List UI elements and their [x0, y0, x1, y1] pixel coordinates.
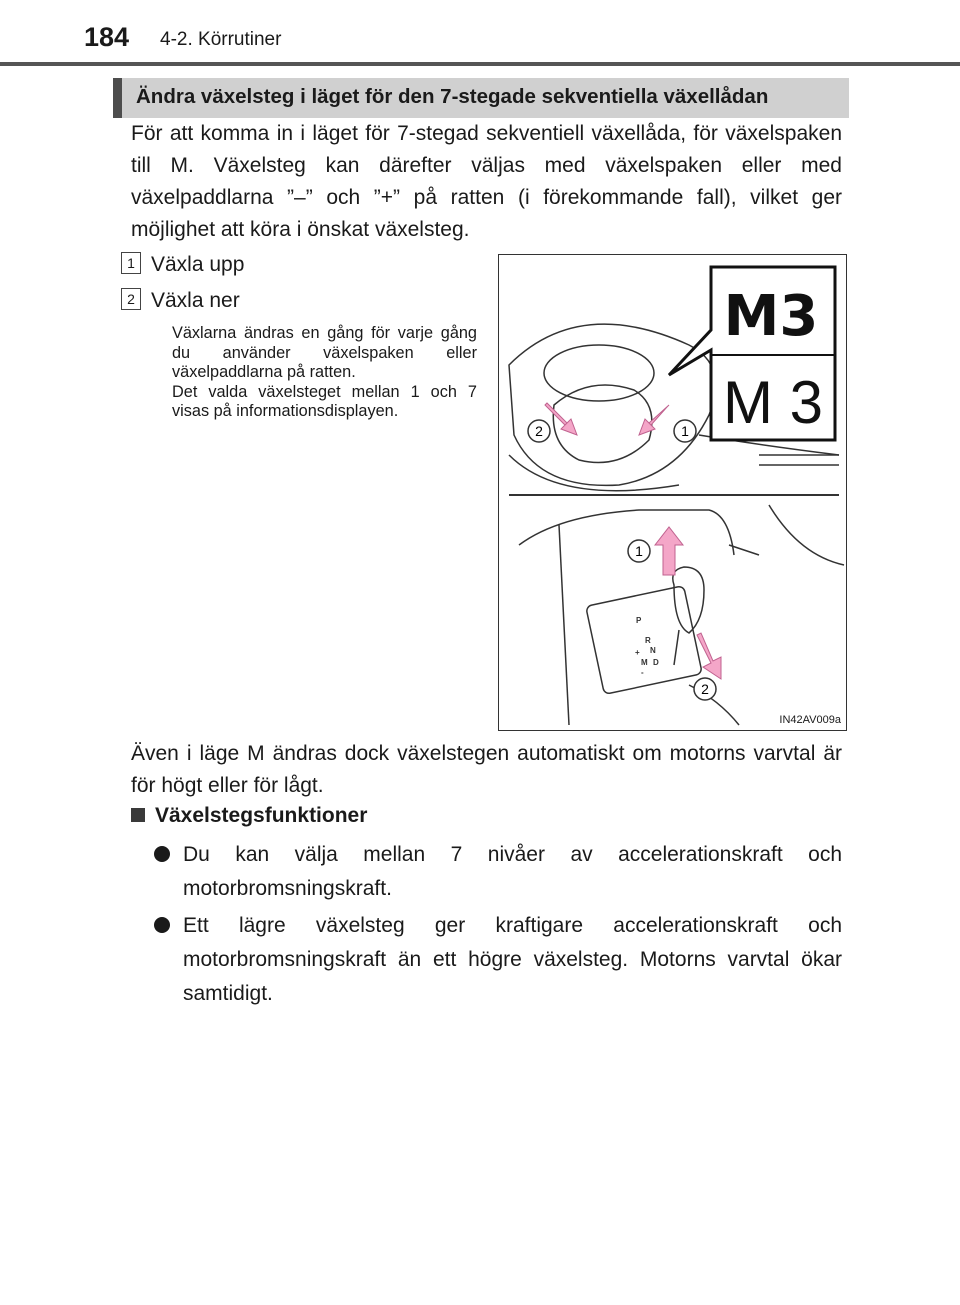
square-bullet-icon	[131, 808, 145, 822]
step-2	[121, 289, 240, 313]
section-title-bar	[113, 78, 849, 118]
callout-1-top: 1	[681, 423, 689, 439]
gate-label-R: R	[645, 636, 651, 645]
bullet-text-1: Du kan välja mellan 7 nivåer av accelerationskraft och motorbromsningskraft.	[183, 843, 842, 900]
gate-label-N: N	[650, 646, 656, 655]
center-console	[519, 510, 734, 555]
display-bottom-text: M 3	[722, 369, 824, 436]
after-paragraph: Även i läge M ändras dock växelstegen automatiskt om motorns varvtal är för högt eller för lågt.	[131, 742, 842, 797]
display-top-text: M3	[723, 284, 819, 349]
header-rule	[0, 62, 960, 66]
callout-2-top: 2	[535, 423, 543, 439]
bullet-item-1	[154, 838, 842, 906]
step-1-label: Växla upp	[151, 253, 245, 276]
shifter-arrow-up	[655, 527, 683, 575]
instrument-cluster	[544, 345, 654, 401]
callout-2-bottom: 2	[701, 681, 709, 697]
note-line-2: Det valda växelsteget mellan 1 och 7 visas på informationsdisplayen.	[172, 382, 477, 420]
subsection-heading	[131, 804, 367, 828]
bullet-text-2: Ett lägre växelsteg ger kraftigare accelerationskraft och motorbromsningskraft än ett högre växelsteg. Motorns varvtal ökar samtidigt.	[183, 914, 842, 1005]
note-line-1: Växlarna ändras en gång för varje gång du använder växelspaken eller växelpaddlarna på ratten.	[172, 324, 477, 381]
paddle-arrow-up	[639, 405, 669, 435]
page-number: 184	[84, 22, 130, 52]
intro-paragraph: För att komma in i läget för 7-stegad sekventiell växellåda, för växelspaken till M. Växelsteg kan därefter väljas med växelspaken eller med växelpaddlarna ”–” och ”+” på ratten (i förekommande fall), vilket ger möjlighet att köra i önskat växelsteg.	[131, 122, 842, 241]
gate-label-P: P	[636, 616, 642, 625]
gate-label-D: D	[653, 658, 659, 667]
illustration	[498, 254, 847, 731]
bullet-dot-icon	[154, 846, 170, 862]
step-2-label: Växla ner	[151, 289, 240, 312]
note-text	[172, 324, 477, 422]
illustration-drawing	[499, 255, 847, 731]
shift-gate	[586, 586, 703, 695]
gate-label-plus: +	[635, 648, 640, 657]
header-section: 4-2. Körrutiner	[160, 29, 282, 50]
step-2-number: 2	[121, 288, 141, 310]
bullet-item-2	[154, 909, 842, 1011]
illustration-code: IN42AV009a	[779, 714, 841, 726]
step-1-number: 1	[121, 252, 141, 274]
gate-label-M: M	[641, 658, 648, 667]
bullet-dot-icon	[154, 917, 170, 933]
shift-knob	[673, 567, 704, 633]
gate-label-minus: -	[641, 668, 644, 677]
step-1	[121, 253, 244, 277]
subsection-title: Växelstegsfunktioner	[155, 804, 368, 827]
callout-1-bottom: 1	[635, 543, 643, 559]
section-title: Ändra växelsteg i läget för den 7-stegade sekventiella växellådan	[136, 85, 769, 108]
